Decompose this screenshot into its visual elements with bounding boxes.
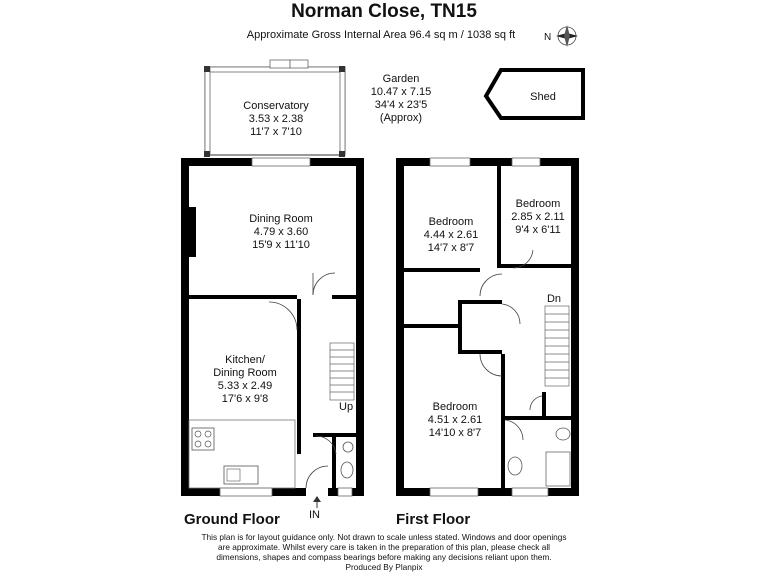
ground-stairs: [330, 343, 354, 400]
ground-right-wall: [356, 158, 364, 496]
dining-room-name: Dining Room: [249, 213, 313, 225]
disclaimer-line-2: are approximate. Whilst every care is taken in the preparation of this plan, please check all: [217, 542, 551, 552]
kitchen-name-2: Dining Room: [213, 367, 277, 379]
ground-floor-plan: [181, 60, 364, 521]
bedroom2-metric: 2.85 x 2.11: [511, 211, 565, 223]
front-door-swing: [306, 466, 328, 488]
kitchen-door-swing: [269, 302, 297, 330]
bathroom-window: [512, 488, 548, 496]
bedroom1-name: Bedroom: [428, 216, 474, 228]
bedroom2-imperial: 9'4 x 6'11: [515, 224, 561, 236]
first-stairs-label: Dn: [546, 293, 562, 305]
producer-credit: Produced By Planpix: [345, 562, 423, 572]
basin-icon: [556, 428, 570, 440]
kitchen-metric: 5.33 x 2.49: [217, 380, 273, 392]
bedroom2-name: Bedroom: [515, 198, 561, 210]
bedroom-divider-wall: [497, 166, 501, 266]
bedroom3-window: [430, 488, 478, 496]
cupboard-top-wall: [458, 300, 502, 304]
wc-window: [338, 488, 352, 496]
bathroom-top-wall: [501, 416, 575, 420]
ground-floor-label: Ground Floor: [184, 511, 280, 528]
patio-door: [252, 158, 310, 166]
dining-kitchen-wall: [189, 295, 297, 299]
kitchen-hall-wall: [297, 299, 301, 454]
ground-left-wall: [181, 158, 189, 496]
dining-room-imperial: 15'9 x 11'10: [252, 239, 310, 251]
kitchen-worktop: [189, 420, 295, 488]
first-floor-label: First Floor: [396, 511, 471, 528]
bedroom1-window: [430, 158, 470, 166]
bedroom3-top-wall: [404, 324, 460, 328]
conservatory-name: Conservatory: [243, 100, 309, 112]
shower-tray-icon: [546, 452, 570, 486]
basin-icon: [343, 442, 353, 452]
bedroom3-imperial: 14'10 x 8'7: [428, 427, 482, 439]
bedroom3-door-swing: [480, 354, 502, 376]
bedroom2-window: [512, 158, 540, 166]
bedroom1-door-swing: [480, 274, 502, 296]
disclaimer-line-3: dimensions, shapes and compass bearings before making any decisions reliant upon them.: [216, 552, 552, 562]
first-right-wall: [571, 158, 579, 496]
conservatory-metric: 3.53 x 2.38: [248, 113, 304, 125]
cupboard-left-wall: [458, 300, 462, 354]
plan-title: Norman Close, TN15: [291, 1, 477, 22]
first-left-wall: [396, 158, 404, 496]
hall-door-swing: [313, 273, 335, 295]
bedroom1-metric: 4.44 x 2.61: [423, 229, 479, 241]
entrance-label: IN: [309, 509, 320, 521]
cupboard-bottom-wall: [458, 350, 502, 354]
bedroom2-bottom-wall: [497, 264, 575, 268]
compass-north-label: N: [544, 32, 552, 43]
bedroom3-metric: 4.51 x 2.61: [427, 414, 483, 426]
area-summary: Approximate Gross Internal Area 96.4 sq m / 1038 sq ft: [246, 29, 516, 41]
chimney-breast: [189, 207, 196, 257]
first-stairs: [545, 306, 569, 386]
shed-name: Shed: [530, 91, 556, 103]
first-floor-plan: [396, 158, 579, 496]
landing-cupboard-wall: [542, 392, 546, 416]
first-bottom-wall: [396, 488, 579, 496]
garden-imperial: 34'4 x 23'5: [374, 99, 428, 111]
first-top-wall: [396, 158, 579, 166]
bedroom1-bottom-wall: [404, 268, 480, 272]
bathroom-door-swing: [505, 420, 523, 440]
entrance-arrow-icon: [313, 496, 321, 508]
conservatory-imperial: 11'7 x 7'10: [250, 126, 302, 138]
landing-cupboard-door: [530, 396, 542, 410]
toilet-icon: [341, 462, 353, 478]
kitchen-name: Kitchen/: [225, 354, 265, 366]
disclaimer-line-1: This plan is for layout guidance only. Not drawn to scale unless stated. Windows and door openings: [201, 532, 567, 542]
garden-name: Garden: [382, 73, 420, 85]
compass-icon: [544, 25, 578, 47]
bedroom1-imperial: 14'7 x 8'7: [427, 242, 475, 254]
garden-metric: 10.47 x 7.15: [370, 86, 432, 98]
bedroom3-name: Bedroom: [432, 401, 478, 413]
cupboard-door-swing: [502, 304, 520, 324]
toilet-icon: [508, 457, 522, 475]
ground-bottom-wall: [181, 488, 364, 496]
dining-room-metric: 4.79 x 3.60: [253, 226, 309, 238]
hall-wall-top: [332, 295, 358, 299]
bathroom-left-wall: [501, 354, 505, 488]
front-door-opening: [306, 488, 328, 496]
garden-note: (Approx): [379, 112, 423, 124]
ground-stairs-label: Up: [339, 401, 354, 413]
kitchen-window: [220, 488, 272, 496]
kitchen-imperial: 17'6 x 9'8: [221, 393, 269, 405]
